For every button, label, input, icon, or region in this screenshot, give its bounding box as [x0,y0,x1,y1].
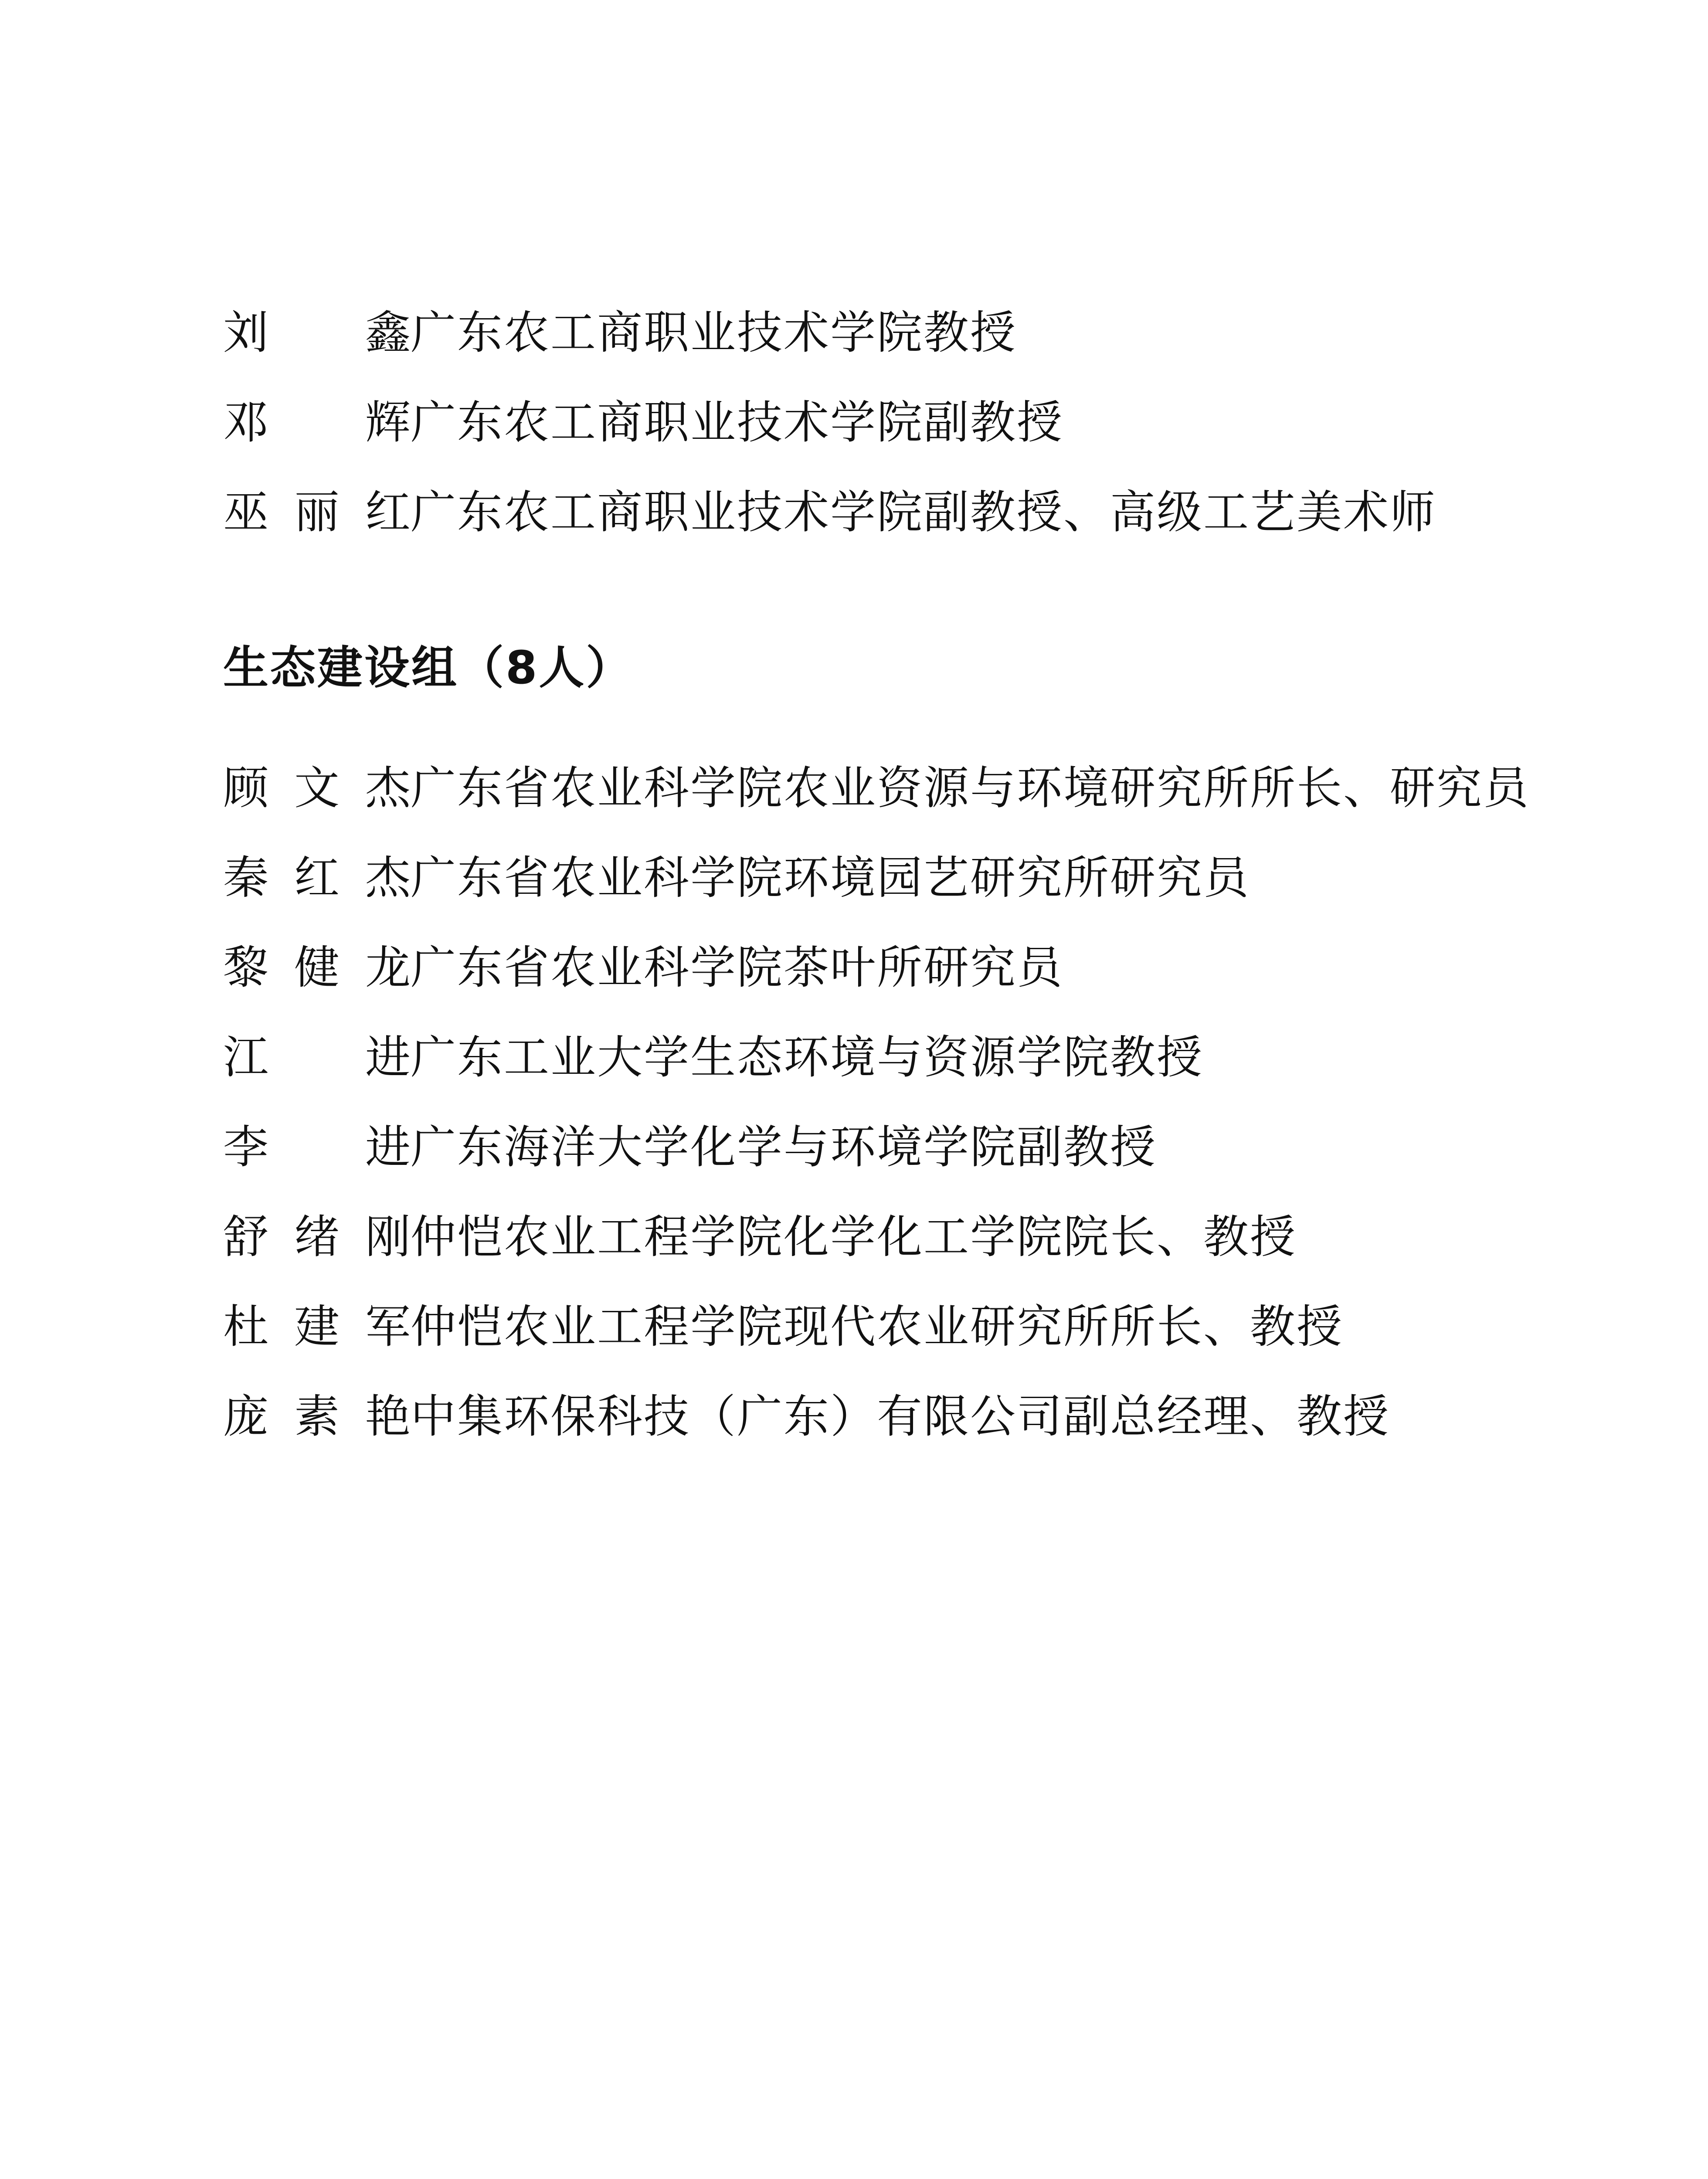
member-name: 刘 鑫 [223,306,411,359]
member-name: 巫 丽 红 [223,485,411,539]
member-affiliation: 中集环保科技（广东）有限公司副总经理、教授 [411,1390,1390,1443]
member-affiliation: 广东海洋大学化学与环境学院副教授 [411,1120,1157,1174]
member-affiliation: 仲恺农业工程学院化学化工学院院长、教授 [411,1210,1297,1263]
member-list-ecology [223,743,1661,1461]
list-item [223,288,1661,377]
list-item [223,1371,1661,1461]
list-item [223,467,1661,557]
member-name: 杜 建 军 [223,1300,411,1353]
member-name: 江 进 [223,1031,411,1084]
member-name: 黎 健 龙 [223,941,411,994]
section-heading: 生态建设组（8人） [223,641,633,694]
member-affiliation: 广东省农业科学院茶叶所研究员 [411,941,1064,994]
member-affiliation: 广东农工商职业技术学院副教授 [411,396,1064,449]
list-item [223,1282,1661,1371]
member-affiliation: 广东工业大学生态环境与资源学院教授 [411,1031,1204,1084]
list-item [223,923,1661,1012]
member-list-continued [223,288,1661,557]
list-item [223,377,1661,467]
member-name: 舒 绪 刚 [223,1210,411,1263]
member-name: 秦 红 杰 [223,851,411,904]
list-item [223,743,1661,833]
member-affiliation: 广东农工商职业技术学院副教授、高级工艺美术师 [411,485,1437,539]
member-name: 顾 文 杰 [223,761,411,815]
list-item [223,833,1661,923]
list-item [223,1192,1661,1282]
member-affiliation: 广东农工商职业技术学院教授 [411,306,1017,359]
member-name: 邓 辉 [223,396,411,449]
list-item [223,1102,1661,1192]
member-name: 李 进 [223,1120,411,1174]
member-name: 庞 素 艳 [223,1390,411,1443]
list-item [223,1012,1661,1102]
member-affiliation: 广东省农业科学院农业资源与环境研究所所长、研究员 [411,761,1530,815]
member-affiliation: 仲恺农业工程学院现代农业研究所所长、教授 [411,1300,1344,1353]
member-affiliation: 广东省农业科学院环境园艺研究所研究员 [411,851,1250,904]
